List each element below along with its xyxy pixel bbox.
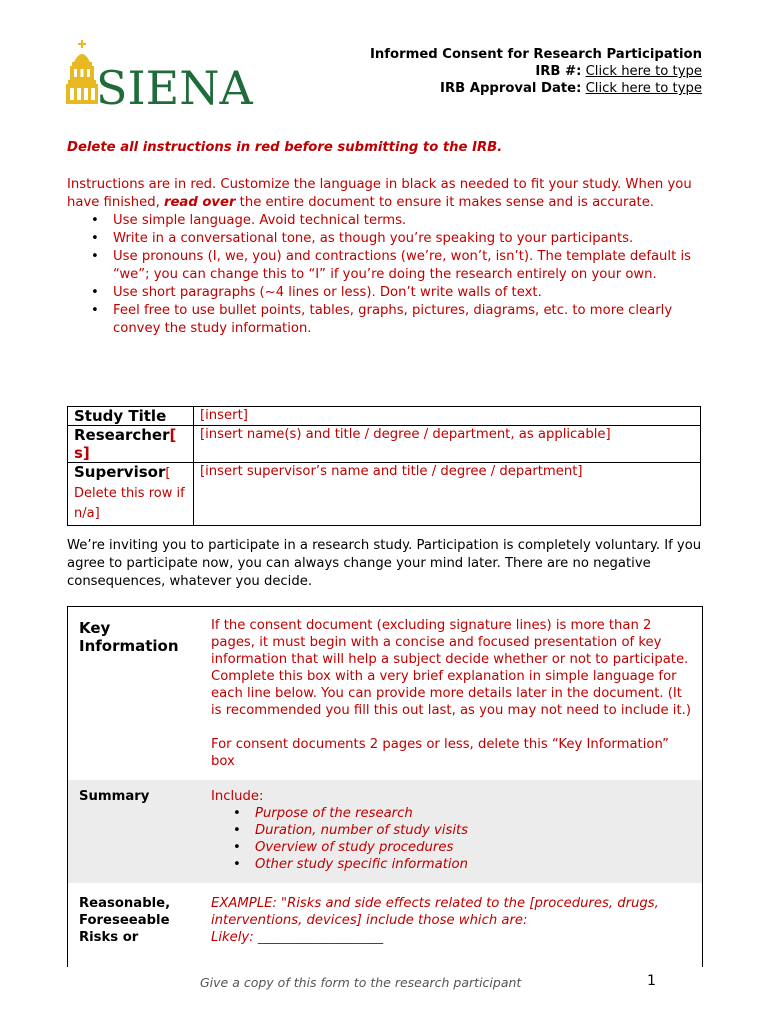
instructions-paragraph bbox=[67, 176, 707, 212]
list-item: • Feel free to use bullet points, tables, graphs, pictures, diagrams, etc. to more clearly convey the study information. bbox=[113, 302, 707, 338]
key-info-instructions: If the consent document (excluding signature lines) is more than 2 pages, it must begin with a concise and focused presentation of key information that will help a subject decide whether or not to participate. Complete this box with a very brief explanation in simple language for each line below. You can provide more details later in the document. (It is recommended you fill this out last, as you may not need to include it.) bbox=[211, 618, 691, 718]
intro-text-b: the entire document to ensure it makes sense and is accurate. bbox=[235, 195, 654, 210]
summary-label: Summary bbox=[79, 789, 150, 804]
intro-emphasis: read over bbox=[163, 195, 236, 210]
supervisor-note: Delete this row if n/a] bbox=[74, 486, 185, 521]
summary-intro: Include: bbox=[211, 789, 264, 804]
risks-row bbox=[68, 883, 702, 956]
key-info-text bbox=[211, 607, 702, 780]
table-row bbox=[68, 407, 701, 426]
invitation-paragraph: We’re inviting you to participate in a research study. Participation is completely voluntary. If you agree to participate now, you can always change your mind later. There are no negative consequences, whatever you decide. bbox=[67, 538, 702, 589]
summary-content bbox=[211, 780, 702, 883]
supervisor-label-text: Supervisor bbox=[74, 463, 166, 481]
study-title-value[interactable]: [insert] bbox=[194, 407, 701, 426]
list-item: • Use pronouns (I, we, you) and contractions (we’re, won’t, isn’t). The template default is “we”; you can change this to “I” if you’re doing the research entirely on your own. bbox=[113, 248, 707, 284]
researcher-label bbox=[68, 426, 194, 463]
table-row bbox=[68, 463, 701, 526]
risks-likely: Likely: ___________________ bbox=[211, 930, 384, 945]
instructions bbox=[67, 176, 707, 338]
delete-instructions-warning: Delete all instructions in red before submitting to the IRB. bbox=[67, 140, 503, 155]
researcher-value[interactable]: [insert name(s) and title / degree / department, as applicable] bbox=[194, 426, 701, 463]
instructions-list bbox=[67, 212, 707, 338]
approval-date-field[interactable]: Click here to type bbox=[585, 81, 702, 96]
key-info-row bbox=[68, 607, 702, 780]
summary-row bbox=[68, 780, 702, 883]
researcher-bracket: [ bbox=[169, 426, 177, 444]
list-item: • Duration, number of study visits bbox=[255, 822, 692, 839]
key-info-label: Key Information bbox=[79, 619, 179, 655]
list-item: • Overview of study procedures bbox=[255, 839, 692, 856]
researcher-bracket-s: s] bbox=[74, 444, 90, 462]
supervisor-bracket: [ bbox=[165, 466, 171, 481]
page-number: 1 bbox=[647, 973, 656, 989]
list-item: • Use short paragraphs (~4 lines or less). Don’t write walls of text. bbox=[113, 284, 707, 302]
document-header bbox=[370, 46, 702, 97]
summary-list bbox=[211, 805, 692, 873]
risks-content bbox=[211, 883, 702, 956]
approval-label: IRB Approval Date: bbox=[440, 81, 582, 96]
study-info-table bbox=[67, 406, 701, 526]
risks-label: Reasonable, Foreseeable Risks or bbox=[79, 896, 171, 945]
study-title-label: Study Title bbox=[68, 407, 194, 426]
risks-text: EXAMPLE: "Risks and side effects related to the [procedures, drugs, interventions, devices] include those which are: bbox=[211, 896, 659, 928]
irb-number-field[interactable]: Click here to type bbox=[585, 64, 702, 79]
key-information-box bbox=[67, 606, 703, 967]
irb-label: IRB #: bbox=[535, 64, 582, 79]
list-item: • Write in a conversational tone, as though you’re speaking to your participants. bbox=[113, 230, 707, 248]
table-row bbox=[68, 426, 701, 463]
list-item: • Other study specific information bbox=[255, 856, 692, 873]
list-item: • Purpose of the research bbox=[255, 805, 692, 822]
supervisor-value[interactable]: [insert supervisor’s name and title / degree / department] bbox=[194, 463, 701, 526]
logo-text: SIENA bbox=[96, 61, 253, 108]
intro-text-a: Instructions are in red. Customize the language in black as needed to fit your study. When you have finished, bbox=[67, 177, 692, 210]
key-info-delete-note: For consent documents 2 pages or less, delete this “Key Information” box bbox=[211, 737, 669, 769]
researcher-label-text: Researcher bbox=[74, 426, 170, 444]
header-title: Informed Consent for Research Participation bbox=[370, 47, 702, 62]
list-item: • Use simple language. Avoid technical terms. bbox=[113, 212, 707, 230]
page-footer: Give a copy of this form to the research participant bbox=[200, 975, 522, 990]
siena-logo bbox=[66, 40, 261, 108]
supervisor-label bbox=[68, 463, 194, 526]
